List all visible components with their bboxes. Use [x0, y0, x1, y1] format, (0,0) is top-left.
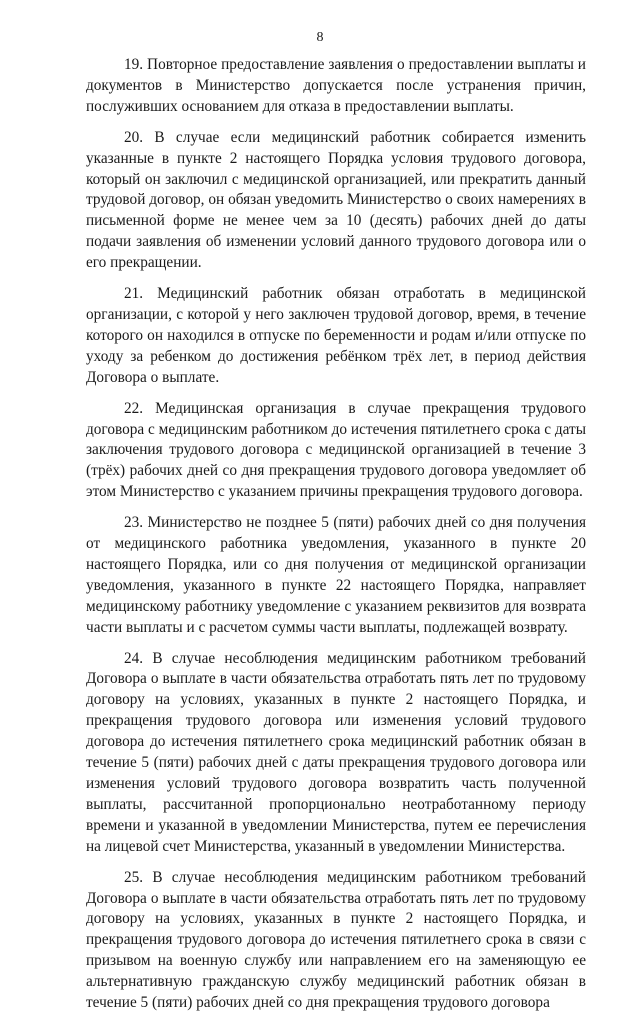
paragraph-24: 24. В случае несоблюдения медицинским работником требований Договора о выплате в части обязательства отработать пять лет по трудовому договору на условиях, указанных в пункте 2 настоящего Порядка, и прекращения трудового договора или изменения условий трудового договора до истечения пятилетнего срока медицинский работник обязан в течение 5 (пяти) рабочих дней с даты прекращения трудового договора или изменения условий трудового договора возвратить часть полученной выплаты, рассчитанной пропорционально неотработанному периоду времени и указанной в уведомлении Министерства, путем ее перечисления на лицевой счет Министерства, указанный в уведомлении Министерства.	[86, 649, 586, 855]
document-body	[86, 55, 586, 1024]
paragraph-20: 20. В случае если медицинский работник собирается изменить указанные в пункте 2 настоящего Порядка условия трудового договора, который он заключил с медицинской организацией, или прекратить данный трудовой договор, он обязан уведомить Министерство о своих намерениях в письменной форме не менее чем за 10 (десять) рабочих дней до даты подачи заявления об изменении условий данного трудового договора или о его прекращении.	[86, 128, 586, 272]
paragraph-21: 21. Медицинский работник обязан отработать в медицинской организации, с которой у него заключен трудовой договор, время, в течение которого он находился в отпуске по беременности и родам и/или отпуске по уходу за ребенком до достижения ребёнком трёх лет, в период действия Договора о выплате.	[86, 285, 586, 386]
page-number: 8	[316, 30, 324, 45]
paragraph-25: 25. В случае несоблюдения медицинским работником требований Договора о выплате в части обязательства отработать пять лет по трудовому договору на условиях, указанных в пункте 2 настоящего Порядка, и прекращения трудового договора до истечения пятилетнего срока в связи с призывом на военную службу или направлением его на заменяющую ее альтернативную гражданскую службу медицинский работник обязан в течение 5 (пяти) рабочих дней со дня прекращения трудового договора	[86, 868, 586, 1012]
paragraph-19: 19. Повторное предоставление заявления о предоставлении выплаты и документов в Министерство допускается после устранения причин, послуживших основанием для отказа в предоставлении выплаты.	[86, 56, 586, 115]
paragraph-23: 23. Министерство не позднее 5 (пяти) рабочих дней со дня получения от медицинского работника уведомления, указанного в пункте 20 настоящего Порядка, или со дня получения от медицинской организации уведомления, указанного в пункте 22 настоящего Порядка, направляет медицинскому работнику уведомление с указанием реквизитов для возврата части выплаты и с расчетом суммы части выплаты, подлежащей возврату.	[86, 514, 586, 636]
paragraph-22: 22. Медицинская организация в случае прекращения трудового договора с медицинским работником до истечения пятилетнего срока с даты заключения трудового договора с медицинской организацией в течение 3 (трёх) рабочих дней со дня прекращения трудового договора уведомляет об этом Министерство с указанием причины прекращения трудового договора.	[86, 399, 586, 501]
